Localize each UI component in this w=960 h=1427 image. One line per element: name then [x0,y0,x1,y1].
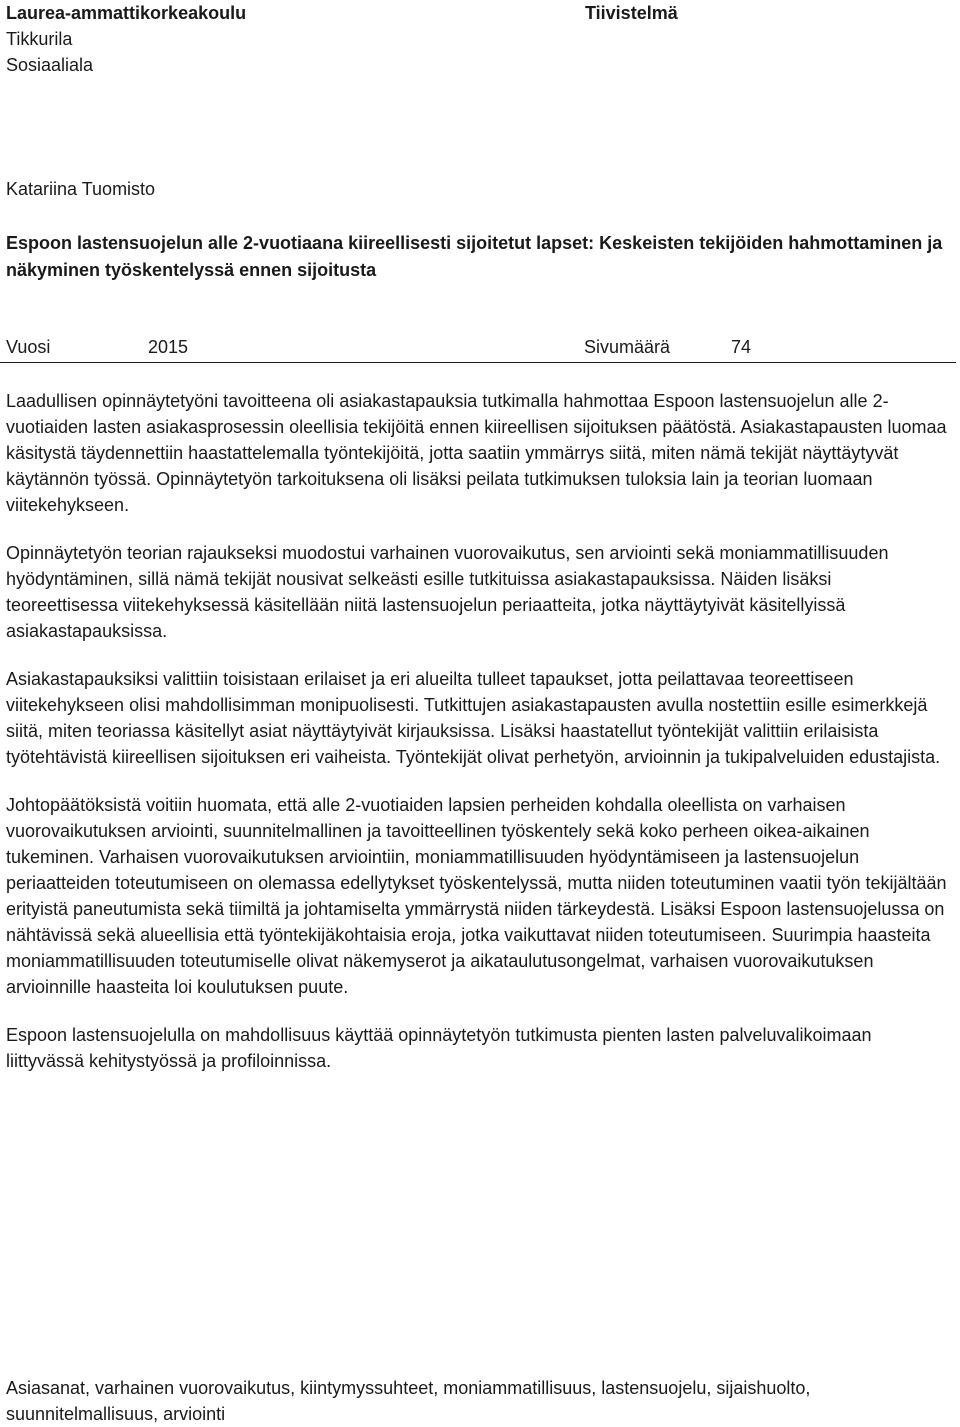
institution-name: Laurea-ammattikorkeakoulu [6,3,247,23]
document-header [6,0,954,78]
meta-row [0,334,956,363]
campus-name: Tikkurila [6,29,73,49]
abstract-paragraph: Espoon lastensuojelulla on mahdollisuus käyttää opinnäytetyön tutkimusta pienten lasten palveluvalikoimaan liittyvässä kehitystyössä ja profiloinnissa. [6,1025,872,1071]
pages-label: Sivumäärä [584,337,671,357]
abstract-paragraph: Asiakastapauksiksi valittiin toisistaan erilaiset ja eri alueilta tulleet tapaukset, jotta peilattavaa teoreettiseen viitekehykseen olisi mahdollisimman monipuolisesti. Tutkittujen asiakastapausten avulla nostettiin esille esimerkkejä siitä, miten teoriassa käsitellyt asiat näyttäytyivät kirjauksissa. Lisäksi haastatellut työntekijät valittiin erilaisista työtehtävistä kiireellisen sijoituksen eri vaiheista. Työntekijät olivat perhetyön, arvioinnin ja tukipalveluiden edustajista. [6,669,941,767]
keywords: Asiasanat, varhainen vuorovaikutus, kiintymyssuhteet, moniammatillisuus, lastensuojelu, sijaishuolto, suunnitelmallisuus, arviointi [6,1378,811,1424]
abstract-paragraph: Laadullisen opinnäytetyöni tavoitteena oli asiakastapauksia tutkimalla hahmottaa Espoon lastensuojelun alle 2-vuotiaiden lasten asiakasprosessin oleellisia tekijöitä ennen kiireellisen sijoituksen päätöstä. Asiakastapausten luomaa käsitystä täydennettiin haastattelemalla työntekijöitä, jotta saatiin ymmärrys siitä, miten nämä tekijät näyttäytyvät käytännön työssä. Opinnäytetyön tarkoituksena oli lisäksi peilata tutkimuksen tuloksia lain ja teorian luomaan viitekehykseen. [6,391,947,515]
abstract-paragraph: Opinnäytetyön teorian rajaukseksi muodostui varhainen vuorovaikutus, sen arviointi sekä moniammatillisuuden hyödyntäminen, sillä nämä tekijät nousivat selkeästi esille tutkituissa asiakastapauksissa. Näiden lisäksi teoreettisessa viitekehyksessä käsitellään niitä lastensuojelun periaatteita, jotka näyttäytyivät käsitellyissä asiakastapauksissa. [6,543,889,641]
year-value: 2015 [148,337,189,357]
pages-value: 74 [731,337,752,357]
year-label: Vuosi [6,337,51,357]
thesis-title: Espoon lastensuojelun alle 2-vuotiaana kiireellisesti sijoitetut lapset: Keskeisten tekijöiden hahmottaminen ja näkyminen työskentelyssä ennen sijoitusta [6,233,943,280]
document-type: Tiivistelmä [585,3,678,23]
abstract-body [6,388,948,1096]
department-name: Sosiaaliala [6,55,94,75]
author-name: Katariina Tuomisto [6,179,156,199]
abstract-paragraph: Johtopäätöksistä voitiin huomata, että alle 2-vuotiaiden lapsien perheiden kohdalla oleellista on varhaisen vuorovaikutuksen arviointi, suunnitelmallinen ja tavoitteellinen työskentely sekä koko perheen oikea-aikainen tukeminen. Varhaisen vuorovaikutuksen arviointiin, moniammatillisuuden hyödyntämiseen ja lastensuojelun periaatteiden toteutumiseen on olemassa edellytykset työskentelyssä, mutta niiden toteutuminen vaatii työn tekijältään erityistä paneutumista sekä tiimiltä ja johtamiselta ymmärrystä niiden tärkeydestä. Lisäksi Espoon lastensuojelussa on nähtävissä sekä alueellisia että työntekijäkohtaisia eroja, jotka vaikuttavat niiden toteutumiseen. Suurimpia haasteita moniammatillisuuden toteutumiselle olivat näkemyserot ja aikataulutusongelmat, varhaisen vuorovaikutuksen arvioinnille haasteita loi koulutuksen puute. [6,795,947,997]
